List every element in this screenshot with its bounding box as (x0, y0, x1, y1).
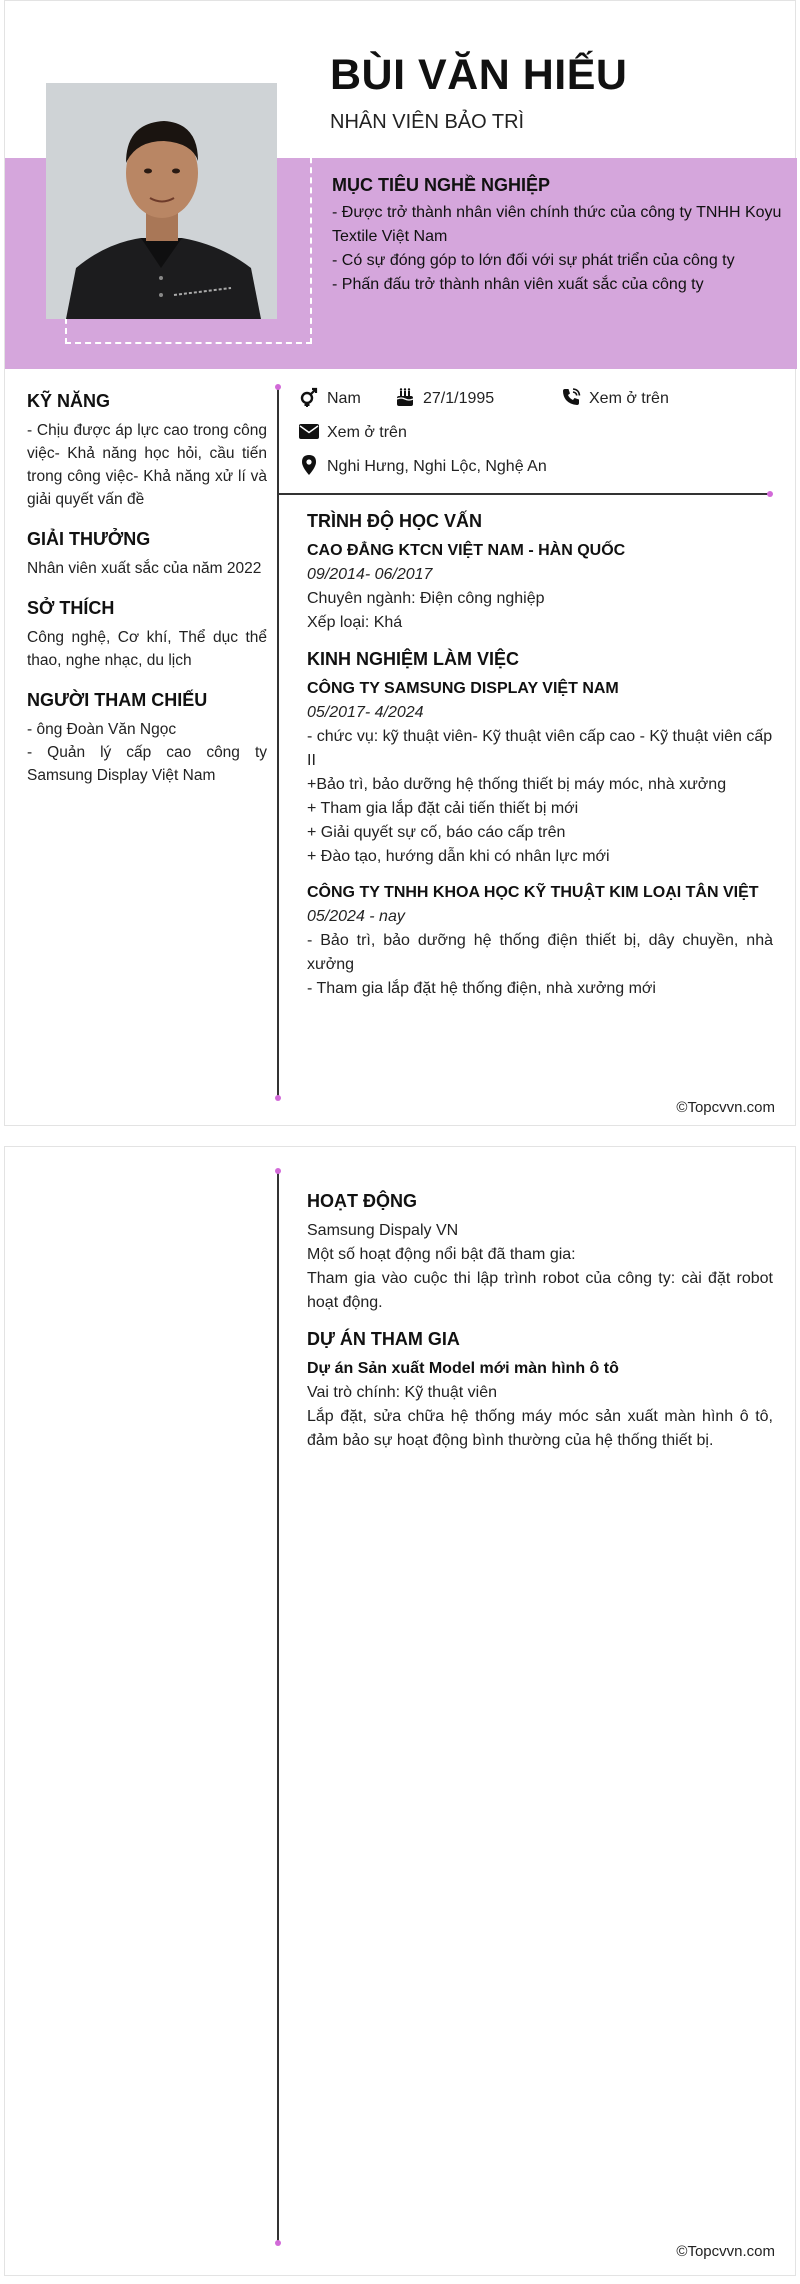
candidate-job-title: NHÂN VIÊN BẢO TRÌ (330, 111, 525, 133)
envelope-icon (299, 421, 319, 441)
cake-icon (395, 387, 415, 407)
education-section (307, 509, 773, 635)
skills-section (27, 389, 267, 511)
education-major: Chuyên ngành: Điện công nghiệp (307, 590, 545, 607)
activities-section (307, 1189, 773, 1315)
projects-title: DỰ ÁN THAM GIA (307, 1329, 460, 1349)
email-value: Xem ở trên (327, 424, 407, 441)
experience-item (307, 881, 773, 1001)
phone-value: Xem ở trên (589, 390, 669, 407)
right-column (307, 509, 773, 1001)
experience-company: CÔNG TY TNHH KHOA HỌC KỸ THUẬT KIM LOẠI TÂN VIỆT (307, 884, 759, 901)
education-period: 09/2014- 06/2017 (307, 566, 433, 583)
contact-address (299, 455, 547, 476)
contact-divider (278, 493, 772, 495)
contact-gender (299, 387, 361, 408)
experience-line: + Tham gia lắp đặt cải tiến thiết bị mới (307, 800, 579, 817)
objective-title: MỤC TIÊU NGHỀ NGHIỆP (332, 175, 551, 195)
objective-section (332, 173, 794, 297)
experience-item (307, 677, 773, 869)
right-column-page-2 (307, 1189, 773, 1453)
activities-line: Một số hoạt động nổi bật đã tham gia: (307, 1246, 576, 1263)
references-section (27, 688, 267, 787)
project-role: Vai trò chính: Kỹ thuật viên (307, 1384, 498, 1401)
reference-line: - ông Đoàn Văn Ngọc (27, 721, 177, 738)
skills-text: - Chịu được áp lực cao trong công việc- Khả năng học hỏi, cầu tiến trong công việc- Khả năng xử lí và giải quyết vấn đề (27, 422, 267, 508)
hobbies-title: SỞ THÍCH (27, 598, 115, 618)
timeline-dot (275, 384, 281, 390)
projects-section (307, 1327, 773, 1453)
phone-icon (561, 387, 581, 407)
awards-title: GIẢI THƯỞNG (27, 529, 151, 549)
experience-period: 05/2017- 4/2024 (307, 704, 424, 721)
watermark: ©Topcvvn.com (676, 2243, 775, 2260)
experience-line: + Giải quyết sự cố, báo cáo cấp trên (307, 824, 566, 841)
activities-line: Tham gia vào cuộc thi lập trình robot của công ty: cài đặt robot hoạt động. (307, 1270, 773, 1311)
timeline-dot (275, 1095, 281, 1101)
experience-title: KINH NGHIỆM LÀM VIỆC (307, 649, 520, 669)
left-column (27, 389, 267, 803)
objective-line: - Có sự đóng góp to lớn đối với sự phát triển của công ty (332, 252, 735, 269)
contact-email (299, 421, 407, 442)
experience-line: +Bảo trì, bảo dưỡng hệ thống thiết bị máy móc, nhà xưởng (307, 776, 727, 793)
gender-icon (299, 387, 319, 407)
objective-line: - Phấn đấu trở thành nhân viên xuất sắc của công ty (332, 276, 704, 293)
gender-value: Nam (327, 390, 361, 407)
awards-section (27, 527, 267, 580)
skills-title: KỸ NĂNG (27, 391, 111, 411)
activities-title: HOẠT ĐỘNG (307, 1191, 417, 1211)
watermark: ©Topcvvn.com (676, 1099, 775, 1116)
cv-page-2 (4, 1146, 796, 2276)
candidate-name: BÙI VĂN HIẾU (330, 51, 628, 99)
hobbies-text: Công nghệ, Cơ khí, Thể dục thể thao, nghe nhạc, du lịch (27, 629, 267, 669)
contact-birthday (395, 387, 494, 408)
address-value: Nghi Hưng, Nghi Lộc, Nghệ An (327, 458, 547, 475)
timeline-dot (275, 2240, 281, 2246)
experience-line: + Đào tạo, hướng dẫn khi có nhân lực mới (307, 848, 610, 865)
timeline-dot (767, 491, 773, 497)
experience-company: CÔNG TY SAMSUNG DISPLAY VIỆT NAM (307, 680, 619, 697)
education-school: CAO ĐẲNG KTCN VIỆT NAM - HÀN QUỐC (307, 542, 626, 559)
awards-text: Nhân viên xuất sắc của năm 2022 (27, 560, 262, 577)
experience-line: - Bảo trì, bảo dưỡng hệ thống điện thiết bị, dây chuyền, nhà xưởng (307, 932, 773, 973)
timeline-dot (275, 1168, 281, 1174)
hobbies-section (27, 596, 267, 672)
experience-section (307, 647, 773, 1001)
reference-line: - Quản lý cấp cao công ty Samsung Display Việt Nam (27, 744, 267, 784)
contact-phone (561, 387, 669, 408)
birthday-value: 27/1/1995 (423, 390, 495, 407)
activities-org: Samsung Dispaly VN (307, 1222, 459, 1239)
project-description: Lắp đặt, sửa chữa hệ thống máy móc sản xuất màn hình ô tô, đảm bảo sự hoạt động bình thường của hệ thống thiết bị. (307, 1408, 773, 1449)
project-name: Dự án Sản xuất Model mới màn hình ô tô (307, 1360, 619, 1377)
references-title: NGƯỜI THAM CHIẾU (27, 690, 208, 710)
education-grade: Xếp loại: Khá (307, 614, 403, 631)
map-marker-icon (299, 455, 319, 475)
experience-line: - chức vụ: kỹ thuật viên- Kỹ thuật viên cấp cao - Kỹ thuật viên cấp II (307, 728, 773, 769)
timeline-vertical-line (277, 1171, 279, 2243)
cv-page-1 (4, 0, 796, 1126)
experience-period: 05/2024 - nay (307, 908, 405, 925)
profile-photo (46, 83, 277, 319)
experience-line: - Tham gia lắp đặt hệ thống điện, nhà xưởng mới (307, 980, 656, 997)
objective-line: - Được trở thành nhân viên chính thức của công ty TNHH Koyu Textile Việt Nam (332, 204, 782, 245)
education-title: TRÌNH ĐỘ HỌC VẤN (307, 511, 482, 531)
